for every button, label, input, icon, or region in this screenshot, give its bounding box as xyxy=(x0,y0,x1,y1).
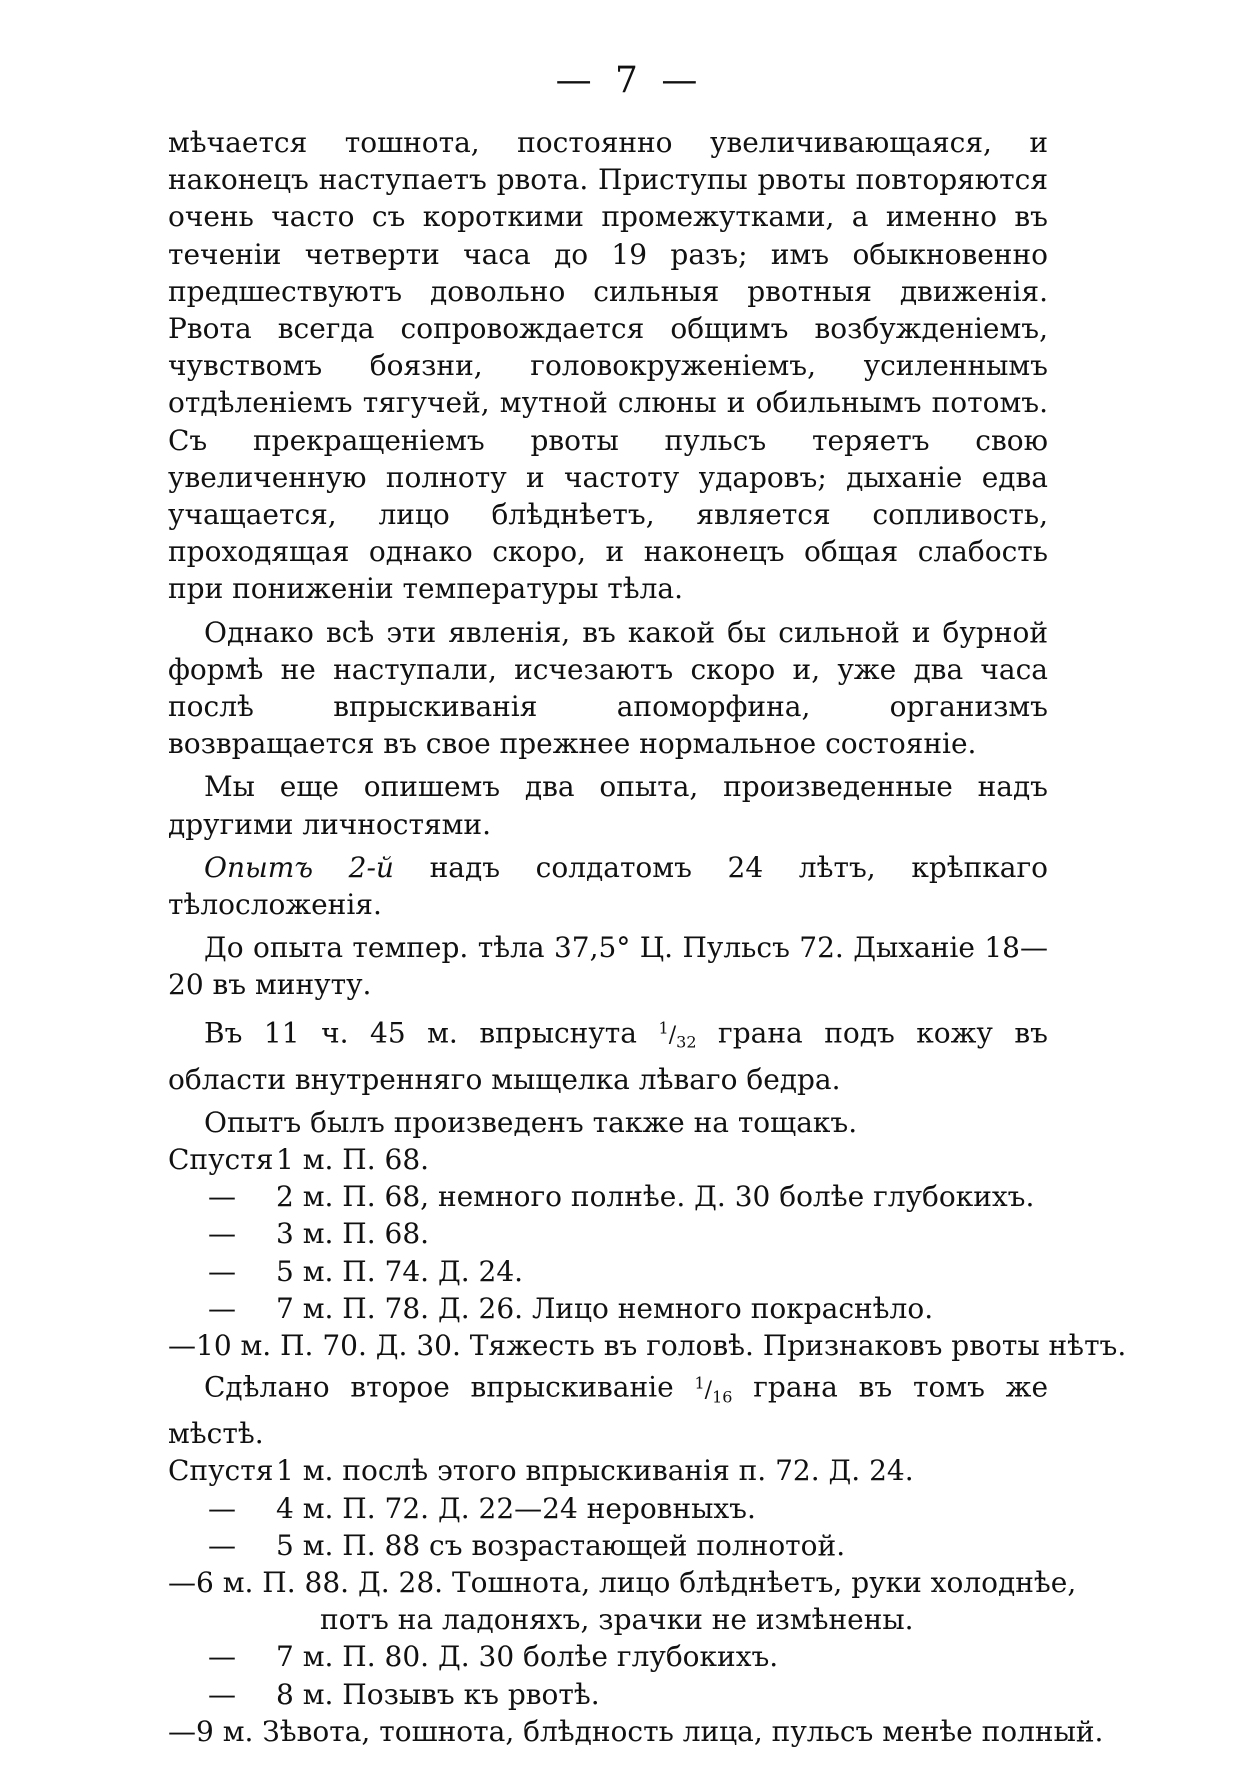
log-text: 5 м. П. 88 съ возрастающей полнотой. xyxy=(276,1528,846,1562)
log-row xyxy=(168,1178,1048,1215)
page-body xyxy=(168,124,1127,1750)
log-row xyxy=(168,1676,1048,1713)
second-injection-text-a: Сдѣлано второе впрыскиваніе xyxy=(204,1370,674,1404)
fraction-numerator: 1 xyxy=(694,1373,705,1393)
log-lead: — xyxy=(208,1677,236,1711)
experiment-title xyxy=(168,849,1048,923)
second-dose-fraction: $^1/_{16}$ xyxy=(694,1373,733,1406)
log-lead: — xyxy=(168,1565,196,1599)
fraction-denominator: 32 xyxy=(676,1032,697,1052)
log-row xyxy=(168,1253,1048,1290)
fasting-note: Опытъ былъ произведенъ также на тощакъ. xyxy=(204,1105,858,1139)
injection-note xyxy=(168,1010,1048,1098)
log-lead: — xyxy=(208,1217,236,1251)
second-injection-text-b: грана въ томъ же мѣстѣ. xyxy=(168,1370,1049,1451)
fraction-denominator: 16 xyxy=(712,1386,733,1406)
log-lead: Спустя xyxy=(168,1143,274,1176)
log-row-continuation: потъ на ладоняхъ, зрачки не измѣнены. xyxy=(320,1603,914,1637)
log-row xyxy=(168,1141,1048,1178)
log-row xyxy=(168,1452,1048,1489)
log-lead: — xyxy=(208,1254,236,1288)
observation-log-1 xyxy=(168,1141,1127,1364)
log-lead: — xyxy=(208,1491,236,1525)
paragraph: Однако всѣ эти явленія, въ какой бы сильной и бурной формѣ не наступали, исчезаютъ скоро и, уже два часа послѣ впрыскиванія апоморфина, организмъ возвращается въ свое прежнее нормальное состояніе. xyxy=(168,615,1048,761)
log-text: 1 м. послѣ этого впрыскиванія п. 72. Д. 24. xyxy=(276,1454,914,1488)
log-text: 8 м. Позывъ къ рвотѣ. xyxy=(276,1677,600,1711)
log-text: 6 м. П. 88. Д. 28. Тошнота, лицо блѣднѣетъ, руки холоднѣе, xyxy=(196,1565,1077,1599)
log-text: 7 м. П. 80. Д. 30 болѣе глубокихъ. xyxy=(276,1640,779,1674)
experiment-title-rest: надъ солдатомъ 24 лѣтъ, крѣпкаго тѣлосложенія. xyxy=(168,850,1049,922)
log-lead: Спустя xyxy=(168,1454,274,1488)
log-text: 4 м. П. 72. Д. 22—24 неровныхъ. xyxy=(276,1491,756,1525)
log-text: 9 м. Зѣвота, тошнота, блѣдность лица, пульсъ менѣе полный. xyxy=(196,1714,1104,1748)
injection-dose-fraction: $^1/_{32}$ xyxy=(658,1018,697,1052)
injection-text-a: Въ 11 ч. 45 м. впрыснута xyxy=(204,1016,637,1049)
log-row xyxy=(168,1490,1048,1527)
log-lead: — xyxy=(168,1329,196,1363)
log-row xyxy=(168,1327,1127,1364)
fraction-numerator: 1 xyxy=(658,1018,669,1038)
log-row xyxy=(168,1215,1048,1252)
log-row xyxy=(168,1638,1048,1675)
log-lead: — xyxy=(208,1640,236,1674)
log-lead: — xyxy=(208,1528,236,1562)
log-row xyxy=(168,1564,1077,1601)
log-text: 5 м. П. 74. Д. 24. xyxy=(276,1254,524,1288)
log-row xyxy=(168,1527,1048,1564)
log-row xyxy=(168,1713,1104,1750)
baseline-measurements: До опыта темпер. тѣла 37,5° Ц. Пульсъ 72. Дыханіе 18—20 въ минуту. xyxy=(168,931,1048,1002)
page-number: — 7 — xyxy=(555,60,704,101)
log-lead: — xyxy=(208,1180,236,1214)
observation-log-2 xyxy=(168,1452,1104,1750)
log-text: 2 м. П. 68, немного полнѣе. Д. 30 болѣе глубокихъ. xyxy=(276,1180,1035,1214)
log-text: 1 м. П. 68. xyxy=(276,1143,430,1176)
log-lead: — xyxy=(208,1291,236,1325)
second-injection-note xyxy=(168,1364,1048,1452)
experiment-title-italic: Опытъ 2-й xyxy=(204,850,394,884)
log-text: 10 м. П. 70. Д. 30. Тяжесть въ головѣ. Признаковъ рвоты нѣтъ. xyxy=(196,1329,1127,1363)
log-row xyxy=(168,1290,1048,1327)
log-lead: — xyxy=(168,1714,196,1748)
paragraph: Мы еще опишемъ два опыта, произведенные надъ другими личностями. xyxy=(168,770,1048,841)
log-text: 7 м. П. 78. Д. 26. Лицо немного покраснѣло. xyxy=(276,1291,934,1325)
log-text: 3 м. П. 68. xyxy=(276,1217,430,1251)
injection-text-b: грана подъ кожу въ области внутренняго мыщелка лѣваго бедра. xyxy=(168,1016,1048,1096)
paragraph: мѣчается тошнота, постоянно увеличивающаяся, и наконецъ наступаетъ рвота. Приступы рвоты повторяются очень часто съ короткими промежутками, а именно въ теченіи четверти часа до 19 разъ; имъ обыкновенно предшествуютъ довольно сильныя рвотныя движенія. Рвота всегда сопровождается общимъ возбужденіемъ, чувствомъ боязни, головокруженіемъ, усиленнымъ отдѣленіемъ тягучей, мутной слюны и обильнымъ потомъ. Съ прекращеніемъ рвоты пульсъ теряетъ свою увеличенную полноту и частоту ударовъ; дыханіе едва учащается, лицо блѣднѣетъ, является сопливость, проходящая однако скоро, и наконецъ общая слабость при пониженіи температуры тѣла. xyxy=(168,126,1048,606)
